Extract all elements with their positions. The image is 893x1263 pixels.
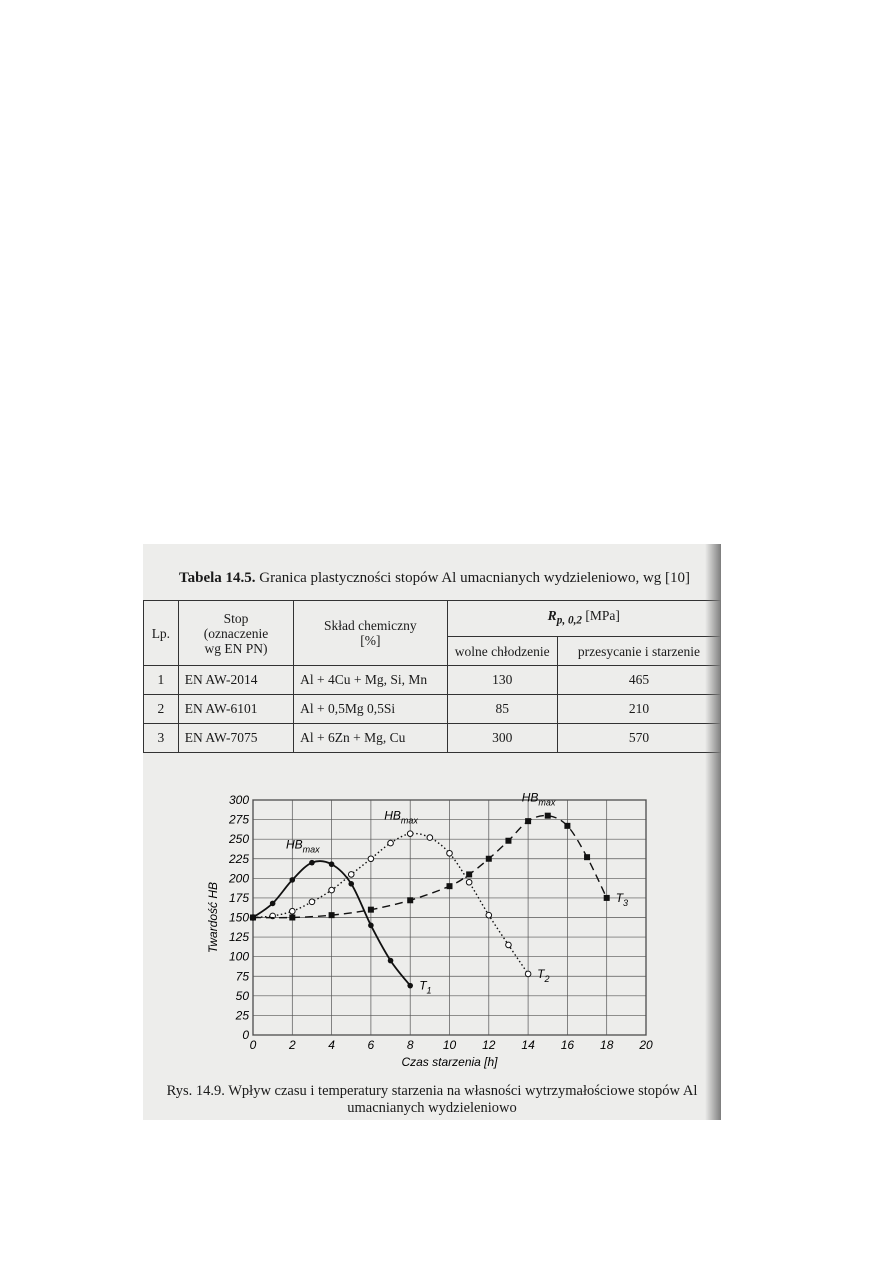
- cell-przesycanie: 570: [557, 724, 720, 753]
- header-stop: [178, 601, 293, 666]
- data-point-T3: [407, 897, 413, 903]
- data-point-T1: [407, 983, 413, 989]
- figure-caption-text: Wpływ czasu i temperatury starzenia na własności wytrzymałościowe stopów Al umacnianych wydzieleniowo: [228, 1083, 698, 1116]
- table-caption-text: Granica plastyczności stopów Al umacnianych wydzieleniowo, wg [10]: [259, 570, 691, 586]
- data-point-T3: [368, 907, 374, 913]
- series-end-label: $T_3$: [615, 890, 629, 908]
- y-tick-label: 75: [235, 969, 249, 984]
- x-tick-label: 4: [328, 1038, 335, 1052]
- y-tick-label: 225: [228, 851, 249, 866]
- data-point-T2: [466, 879, 472, 885]
- cell-lp: 1: [144, 666, 179, 695]
- data-point-T2: [290, 908, 296, 914]
- data-point-T2: [486, 912, 492, 918]
- figure-caption: [143, 1083, 721, 1117]
- y-tick-label: 0: [242, 1028, 249, 1042]
- series-end-label-sub: 1: [426, 985, 432, 996]
- data-point-T2: [309, 899, 315, 905]
- data-point-T1: [348, 881, 354, 887]
- scanned-page: [143, 544, 721, 1120]
- header-sklad: [294, 601, 447, 666]
- cell-wolne: 130: [447, 666, 557, 695]
- data-point-T3: [289, 915, 295, 921]
- header-sklad-line: [%]: [360, 633, 381, 648]
- data-point-T1: [290, 877, 296, 883]
- hbmax-label: $HB_{max}$: [521, 790, 556, 808]
- header-stop-line: Stop: [223, 610, 249, 626]
- table-caption: [179, 570, 690, 587]
- table-caption-label: Tabela 14.5.: [179, 570, 256, 586]
- cell-wolne: 85: [447, 695, 557, 724]
- data-point-T3: [466, 871, 472, 877]
- data-point-T2: [447, 850, 453, 856]
- y-tick-label: 275: [228, 812, 249, 827]
- scan-shadow: [705, 544, 721, 1120]
- y-tick-label: 250: [228, 832, 249, 847]
- header-lp: Lp.: [144, 601, 179, 666]
- x-tick-label: 6: [367, 1038, 375, 1052]
- series-line-T2: [253, 833, 528, 973]
- hbmax-label-sub: max: [400, 815, 418, 826]
- cell-lp: 3: [144, 724, 179, 753]
- hbmax-label-sub: max: [302, 844, 320, 855]
- x-tick-label: 12: [482, 1038, 496, 1052]
- series-end-label-sub: 3: [623, 897, 629, 908]
- table-row: [144, 695, 721, 724]
- data-point-T3: [525, 818, 531, 824]
- header-rp: [447, 601, 720, 637]
- data-point-T3: [584, 854, 590, 860]
- data-point-T2: [506, 942, 512, 948]
- data-point-T2: [427, 835, 433, 841]
- x-tick-label: 2: [288, 1038, 296, 1052]
- data-point-T3: [250, 915, 256, 921]
- y-tick-label: 150: [228, 910, 249, 925]
- cell-stop: EN AW-2014: [178, 666, 293, 695]
- x-tick-label: 16: [560, 1038, 575, 1052]
- cell-stop: EN AW-6101: [178, 695, 293, 724]
- y-axis-label: Twardość HB: [206, 881, 220, 954]
- figure-caption-label: Rys. 14.9.: [166, 1083, 225, 1099]
- data-point-T3: [329, 912, 335, 918]
- header-wolne: wolne chłodzenie: [447, 637, 557, 666]
- yield-strength-table: [143, 600, 721, 753]
- data-point-T3: [486, 856, 492, 862]
- table-row: [144, 724, 721, 753]
- header-stop-line: wg EN PN): [204, 640, 268, 656]
- y-tick-label: 50: [235, 988, 249, 1003]
- data-point-T3: [545, 813, 551, 819]
- cell-sklad: Al + 4Cu + Mg, Si, Mn: [294, 666, 447, 695]
- hbmax-label: $HB_{max}$: [285, 837, 320, 855]
- cell-lp: 2: [144, 695, 179, 724]
- data-point-T2: [348, 872, 354, 878]
- data-point-T2: [368, 856, 374, 862]
- header-stop-line: (oznaczenie: [203, 625, 269, 641]
- cell-sklad: Al + 6Zn + Mg, Cu: [294, 724, 447, 753]
- cell-przesycanie: 210: [557, 695, 720, 724]
- y-tick-label: 25: [235, 1008, 249, 1023]
- x-tick-label: 18: [600, 1038, 614, 1052]
- data-point-T2: [329, 887, 335, 893]
- data-point-T1: [329, 861, 335, 867]
- y-tick-label: 100: [228, 949, 249, 964]
- data-point-T1: [309, 860, 315, 866]
- data-point-T1: [270, 901, 276, 907]
- cell-przesycanie: 465: [557, 666, 720, 695]
- x-tick-label: 20: [639, 1038, 653, 1052]
- header-rp-symbol: R: [547, 608, 557, 624]
- table-row: [144, 666, 721, 695]
- hbmax-label: $HB_{max}$: [384, 808, 418, 826]
- header-przesycanie: przesycanie i starzenie: [557, 637, 720, 666]
- data-point-T1: [368, 923, 374, 929]
- data-point-T3: [505, 838, 511, 844]
- data-point-T3: [564, 823, 570, 829]
- cell-stop: EN AW-7075: [178, 724, 293, 753]
- data-point-T3: [447, 883, 453, 889]
- header-sklad-line: Skład chemiczny: [324, 618, 417, 633]
- series-end-label-sub: 2: [544, 973, 550, 984]
- header-rp-unit: [MPa]: [585, 608, 620, 624]
- header-rp-sub: p, 0,2: [556, 614, 582, 627]
- data-point-T3: [604, 895, 610, 901]
- cell-wolne: 300: [447, 724, 557, 753]
- y-tick-label: 125: [228, 930, 249, 945]
- aging-hardness-chart: [143, 780, 721, 1080]
- series-end-label: $T_2$: [537, 966, 550, 984]
- x-axis-label: Czas starzenia [h]: [401, 1055, 498, 1069]
- table-header-row: [144, 601, 721, 637]
- hbmax-label-sub: max: [538, 797, 556, 808]
- series-end-label: $T_1$: [419, 978, 432, 996]
- y-tick-label: 175: [228, 890, 249, 905]
- data-point-T2: [388, 840, 394, 846]
- x-tick-label: 8: [406, 1038, 414, 1052]
- data-point-T2: [525, 971, 531, 977]
- cell-sklad: Al + 0,5Mg 0,5Si: [294, 695, 447, 724]
- data-point-T1: [388, 958, 394, 964]
- x-tick-label: 0: [249, 1038, 257, 1052]
- y-tick-label: 200: [228, 871, 249, 886]
- y-tick-label: 300: [228, 793, 249, 807]
- x-tick-label: 10: [442, 1038, 457, 1052]
- data-point-T2: [407, 831, 413, 837]
- x-tick-label: 14: [521, 1038, 535, 1052]
